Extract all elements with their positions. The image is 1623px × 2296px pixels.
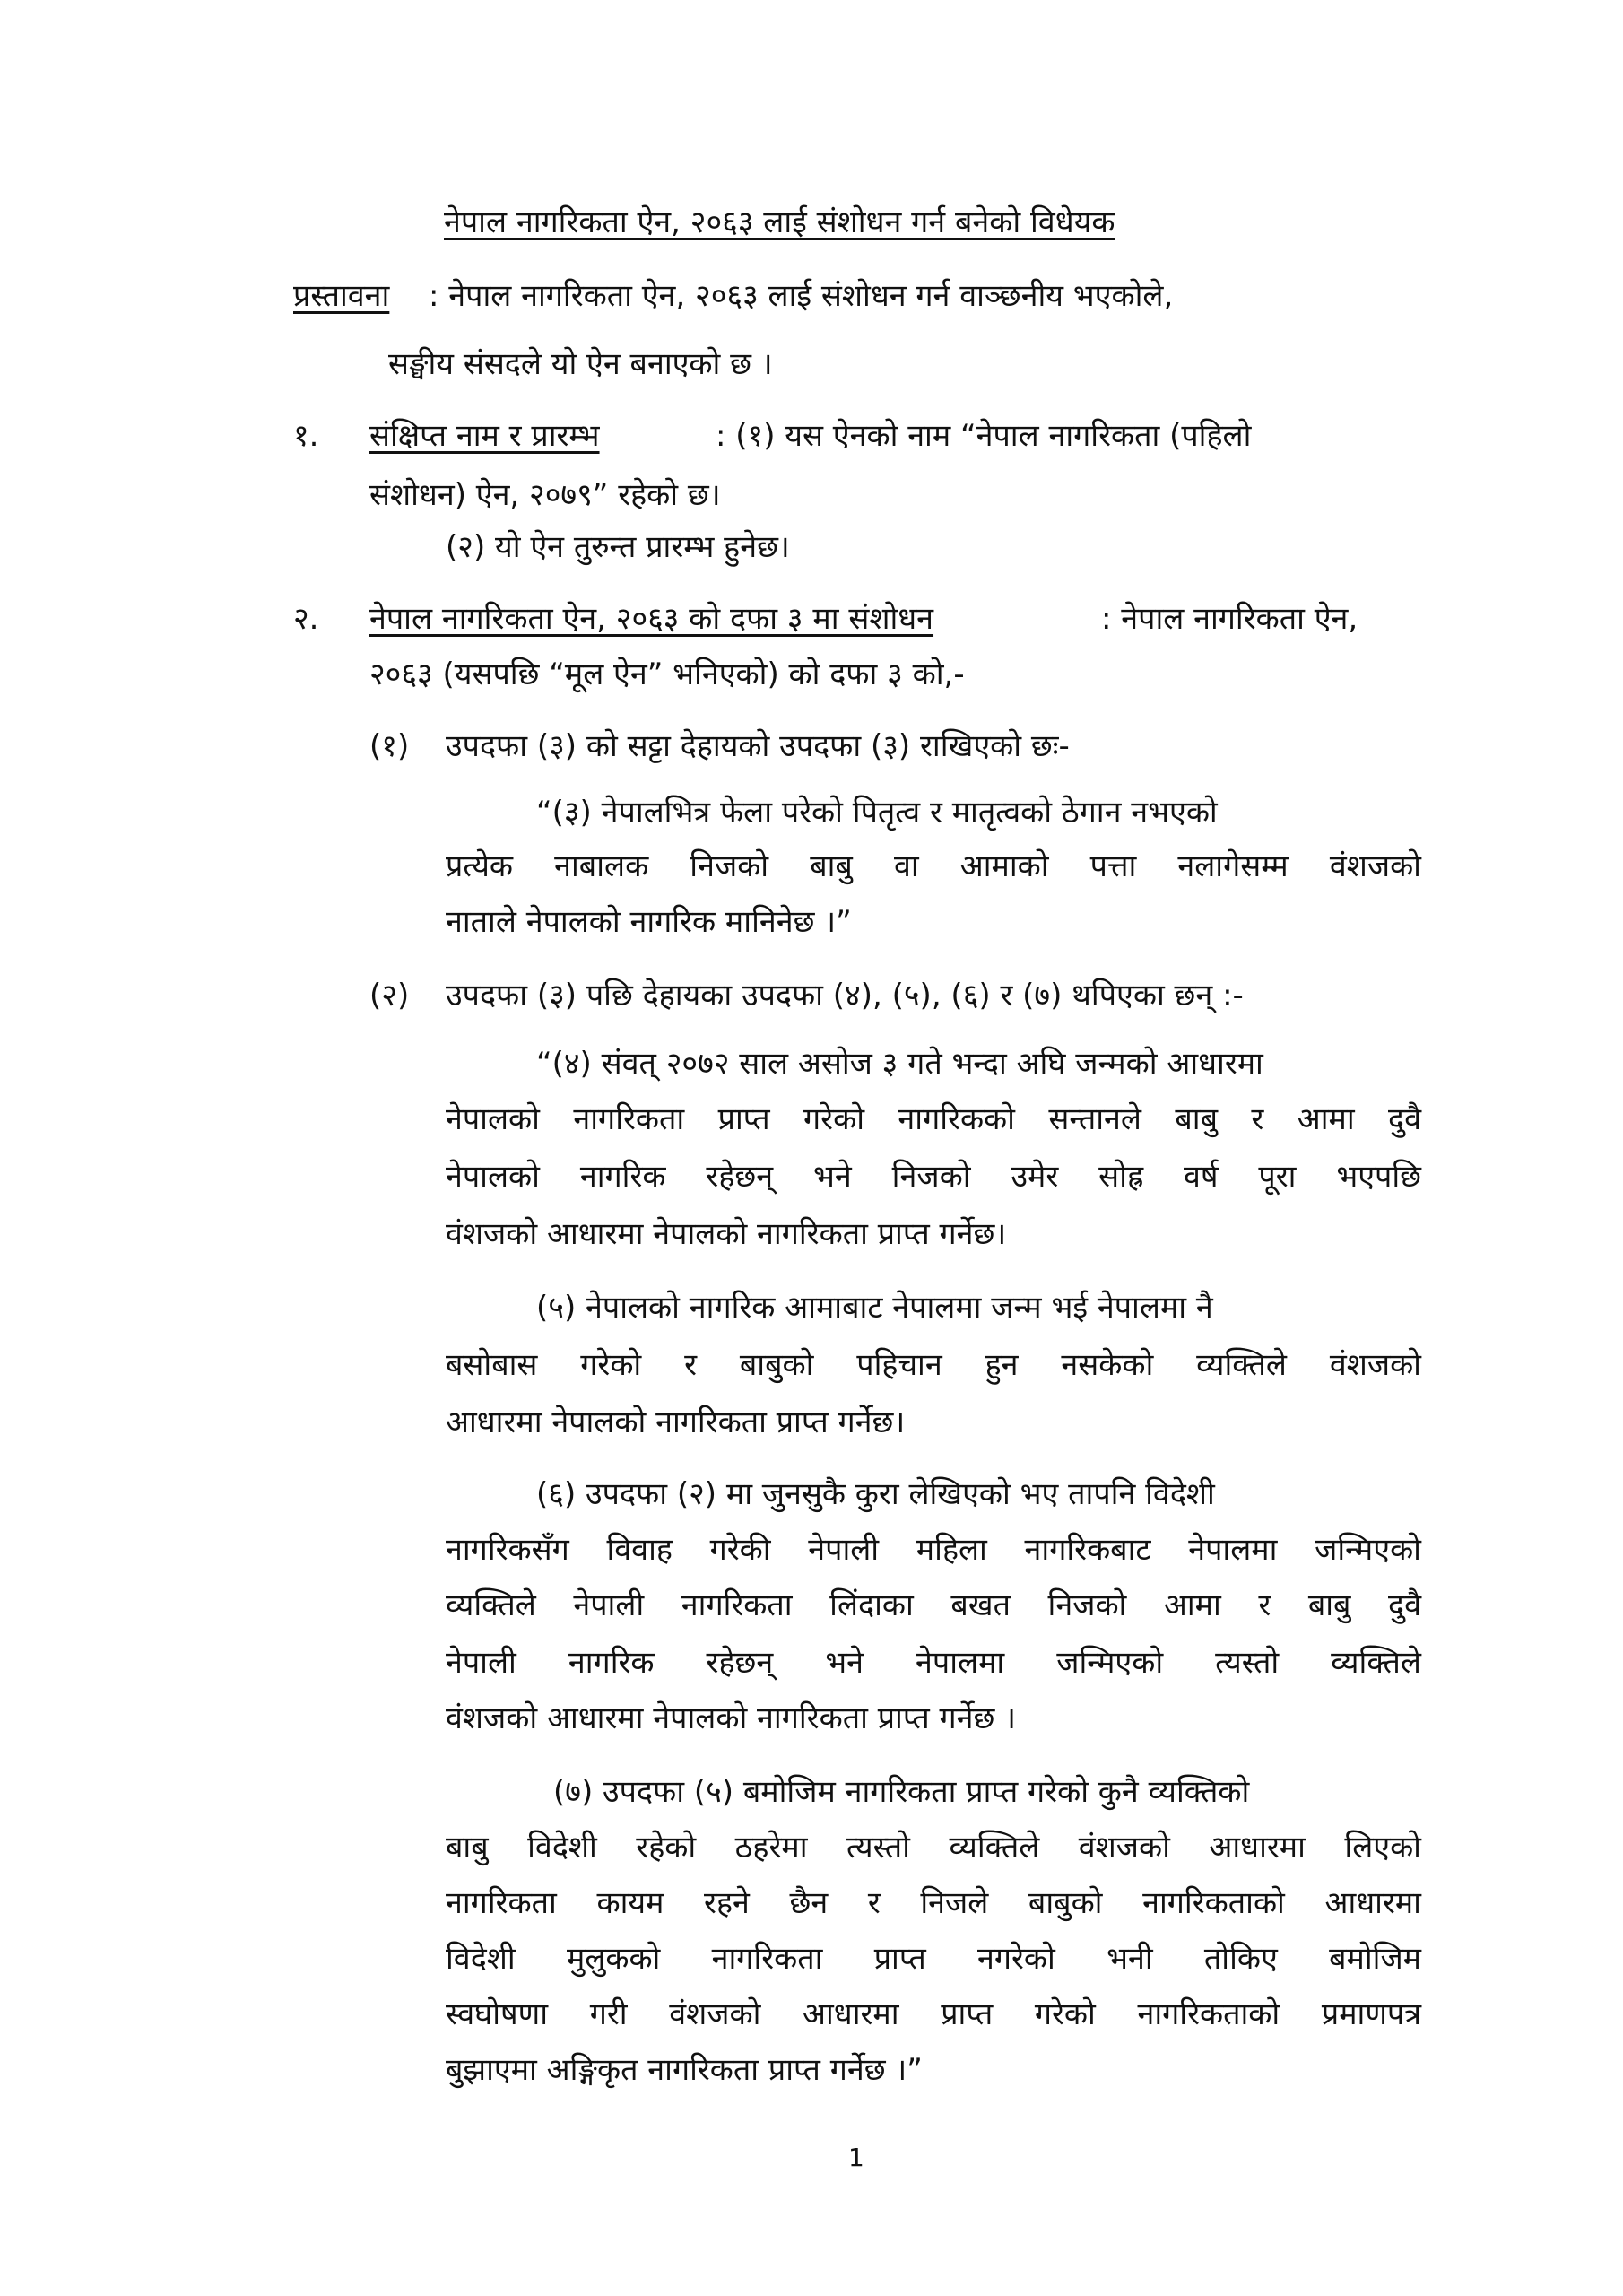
section-number: १.	[293, 418, 319, 454]
clause-text: उपदफा (३) पछि देहायका उपदफा (४), (५), (६) र (७) थपिएका छन् :-	[446, 978, 1244, 1013]
subsection-text: “(४) संवत् २०७२ साल असोज ३ गते भन्दा अघि जन्मको आधारमा	[536, 1046, 1263, 1082]
clause-label: (२)	[369, 978, 410, 1013]
subsection-text: बुझाएमा अङ्गिकृत नागरिकता प्राप्त गर्नेछ ।”	[446, 2052, 923, 2088]
subsection-text: वंशजको आधारमा नेपालको नागरिकता प्राप्त गर्नेछ ।	[446, 1700, 1017, 1736]
clause-text: उपदफा (३) को सट्टा देहायको उपदफा (३) राखिएको छः-	[446, 728, 1070, 764]
subsection-text: नेपाली नागरिक रहेछन् भने नेपालमा जन्मिएको त्यस्तो व्यक्तिले	[446, 1645, 1421, 1681]
section-text: (२) यो ऐन तुरुन्त प्रारम्भ हुनेछ।	[446, 529, 790, 565]
subsection-text: (६) उपदफा (२) मा जुनसुकै कुरा लेखिएको भए तापनि विदेशी	[536, 1476, 1215, 1512]
subsection-text: स्वघोषणा गरी वंशजको आधारमा प्राप्त गरेको नागरिकताको प्रमाणपत्र	[446, 1996, 1421, 2032]
subsection-text: बसोबास गरेको र बाबुको पहिचान हुन नसकेको व्यक्तिले वंशजको	[446, 1347, 1421, 1383]
section-text: संशोधन) ऐन, २०७९” रहेको छ।	[369, 477, 721, 513]
quoted-text: “(३) नेपालभित्र फेला परेको पितृत्व र मातृत्वको ठेगान नभएको	[536, 795, 1218, 831]
subsection-text: बाबु विदेशी रहेको ठहरेमा त्यस्तो व्यक्तिले वंशजको आधारमा लिएको	[446, 1830, 1421, 1866]
subsection-text: नेपालको नागरिक रहेछन् भने निजको उमेर सोह्र वर्ष पूरा भएपछि	[446, 1159, 1421, 1195]
section-text: २०६३ (यसपछि “मूल ऐन” भनिएको) को दफा ३ को,-	[369, 657, 965, 692]
section-text: : नेपाल नागरिकता ऐन,	[1101, 601, 1358, 637]
page-title: नेपाल नागरिकता ऐन, २०६३ लाई संशोधन गर्न बनेको विधेयक	[444, 204, 1115, 240]
section-number: २.	[293, 601, 319, 637]
subsection-text: (७) उपदफा (५) बमोजिम नागरिकता प्राप्त गरेको कुनै व्यक्तिको	[553, 1774, 1250, 1810]
page-number: 1	[848, 2143, 864, 2172]
subsection-text: नागरिकता कायम रहने छैन र निजले बाबुको नागरिकताको आधारमा	[446, 1885, 1421, 1921]
section-text: : (१) यस ऐनको नाम “नेपाल नागरिकता (पहिलो	[716, 418, 1252, 454]
quoted-text: नाताले नेपालको नागरिक मानिनेछ ।”	[446, 904, 852, 940]
subsection-text: वंशजको आधारमा नेपालको नागरिकता प्राप्त गर्नेछ।	[446, 1216, 1007, 1252]
preamble-text: : नेपाल नागरिकता ऐन, २०६३ लाई संशोधन गर्न वाञ्छनीय भएकोले,	[429, 278, 1174, 314]
clause-label: (१)	[369, 728, 410, 764]
section-heading: नेपाल नागरिकता ऐन, २०६३ को दफा ३ मा संशोधन	[369, 601, 934, 637]
subsection-text: नागरिकसँग विवाह गरेकी नेपाली महिला नागरिकबाट नेपालमा जन्मिएको	[446, 1532, 1421, 1568]
subsection-text: (५) नेपालको नागरिक आमाबाट नेपालमा जन्म भई नेपालमा नै	[536, 1290, 1213, 1326]
subsection-text: व्यक्तिले नेपाली नागरिकता लिंदाका बखत निजको आमा र बाबु दुवै	[446, 1587, 1421, 1623]
subsection-text: विदेशी मुलुकको नागरिकता प्राप्त नगरेको भनी तोकिए बमोजिम	[446, 1941, 1421, 1977]
section-heading: संक्षिप्त नाम र प्रारम्भ	[369, 418, 600, 454]
quoted-text: प्रत्येक नाबालक निजको बाबु वा आमाको पत्ता नलागेसम्म वंशजको	[446, 848, 1421, 884]
subsection-text: नेपालको नागरिकता प्राप्त गरेको नागरिकको सन्तानले बाबु र आमा दुवै	[446, 1101, 1421, 1137]
subsection-text: आधारमा नेपालको नागरिकता प्राप्त गर्नेछ।	[446, 1405, 906, 1440]
preamble-enactment: सङ्घीय संसदले यो ऐन बनाएको छ ।	[388, 346, 773, 382]
preamble-label: प्रस्तावना	[293, 278, 390, 314]
